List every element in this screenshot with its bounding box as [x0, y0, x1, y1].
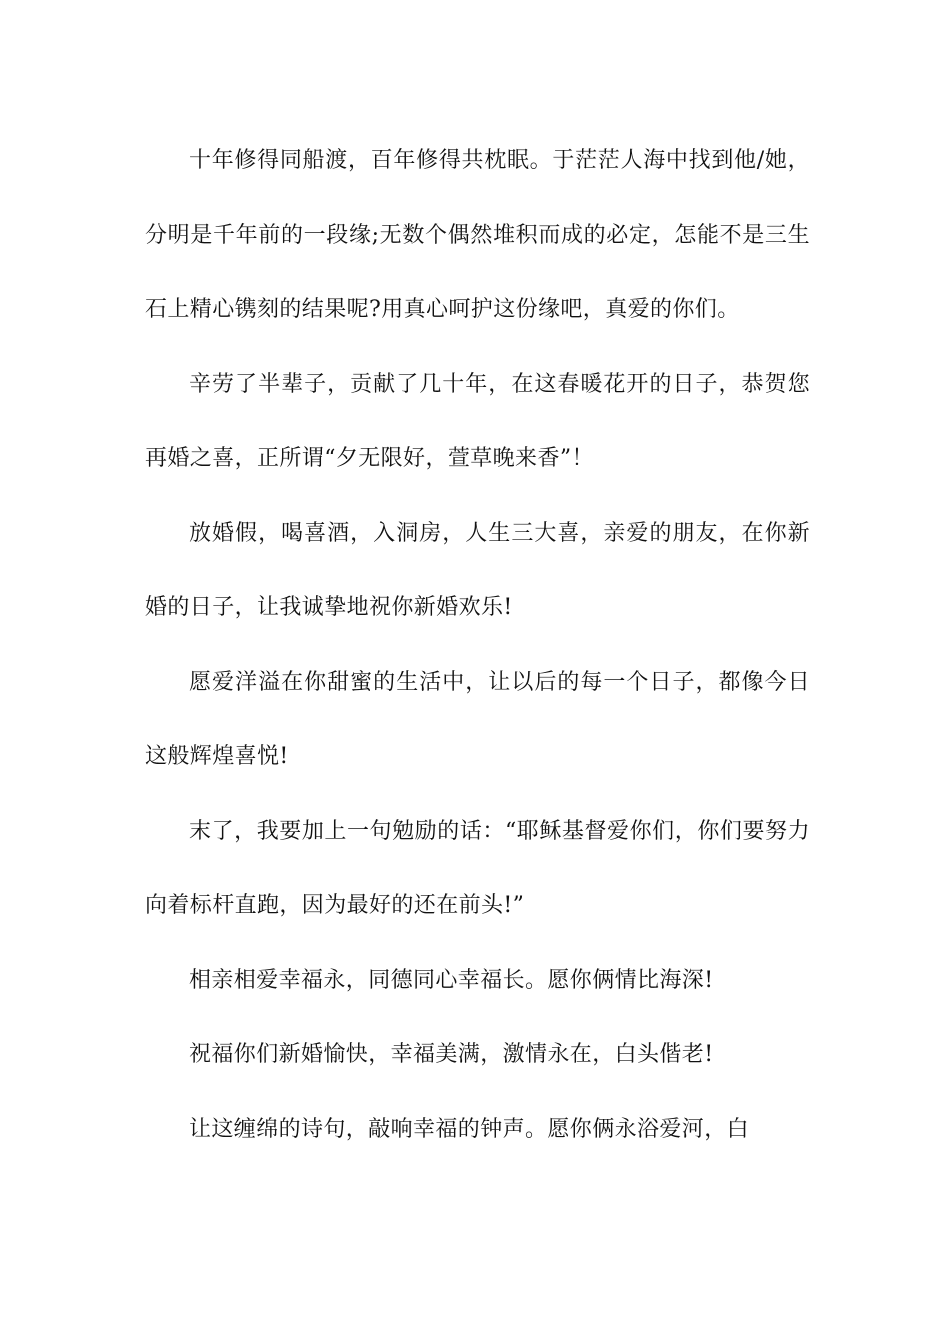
paragraph-6: 相亲相爱幸福永，同德同心幸福长。愿你俩情比海深!	[189, 967, 714, 993]
paragraph-3: 放婚假，喝喜酒，入洞房，人生三大喜，亲爱的朋友，在你新婚的日子，让我诚挚地祝你新婚欢乐!	[145, 520, 810, 620]
paragraph-4: 愿爱洋溢在你甜蜜的生活中，让以后的每一个日子，都像今日这般辉煌喜悦!	[145, 669, 810, 769]
paragraph-7: 祝福你们新婚愉快，幸福美满，激情永在，白头偕老!	[189, 1042, 714, 1067]
paragraph-5: 末了，我要加上一句勉励的话：“耶稣基督爱你们，你们要努力向着标杆直跑，因为最好的还在前头!”	[145, 818, 810, 918]
paragraph-2: 辛劳了半辈子，贡献了几十年，在这春暖花开的日子，恭贺您再婚之喜，正所谓“夕无限好，萱草晚来香”！	[145, 371, 810, 471]
paragraph-8: 让这缠绵的诗句，敲响幸福的钟声。愿你俩永浴爱河，白	[189, 1116, 750, 1142]
paragraph-1: 十年修得同船渡，百年修得共枕眠。于茫茫人海中找到他/她，分明是千年前的一段缘;无数个偶然堆积而成的必定，怎能不是三生石上精心镌刻的结果呢?用真心呵护这份缘吧，真爱的你们。	[145, 148, 810, 322]
document-body	[145, 124, 810, 1167]
